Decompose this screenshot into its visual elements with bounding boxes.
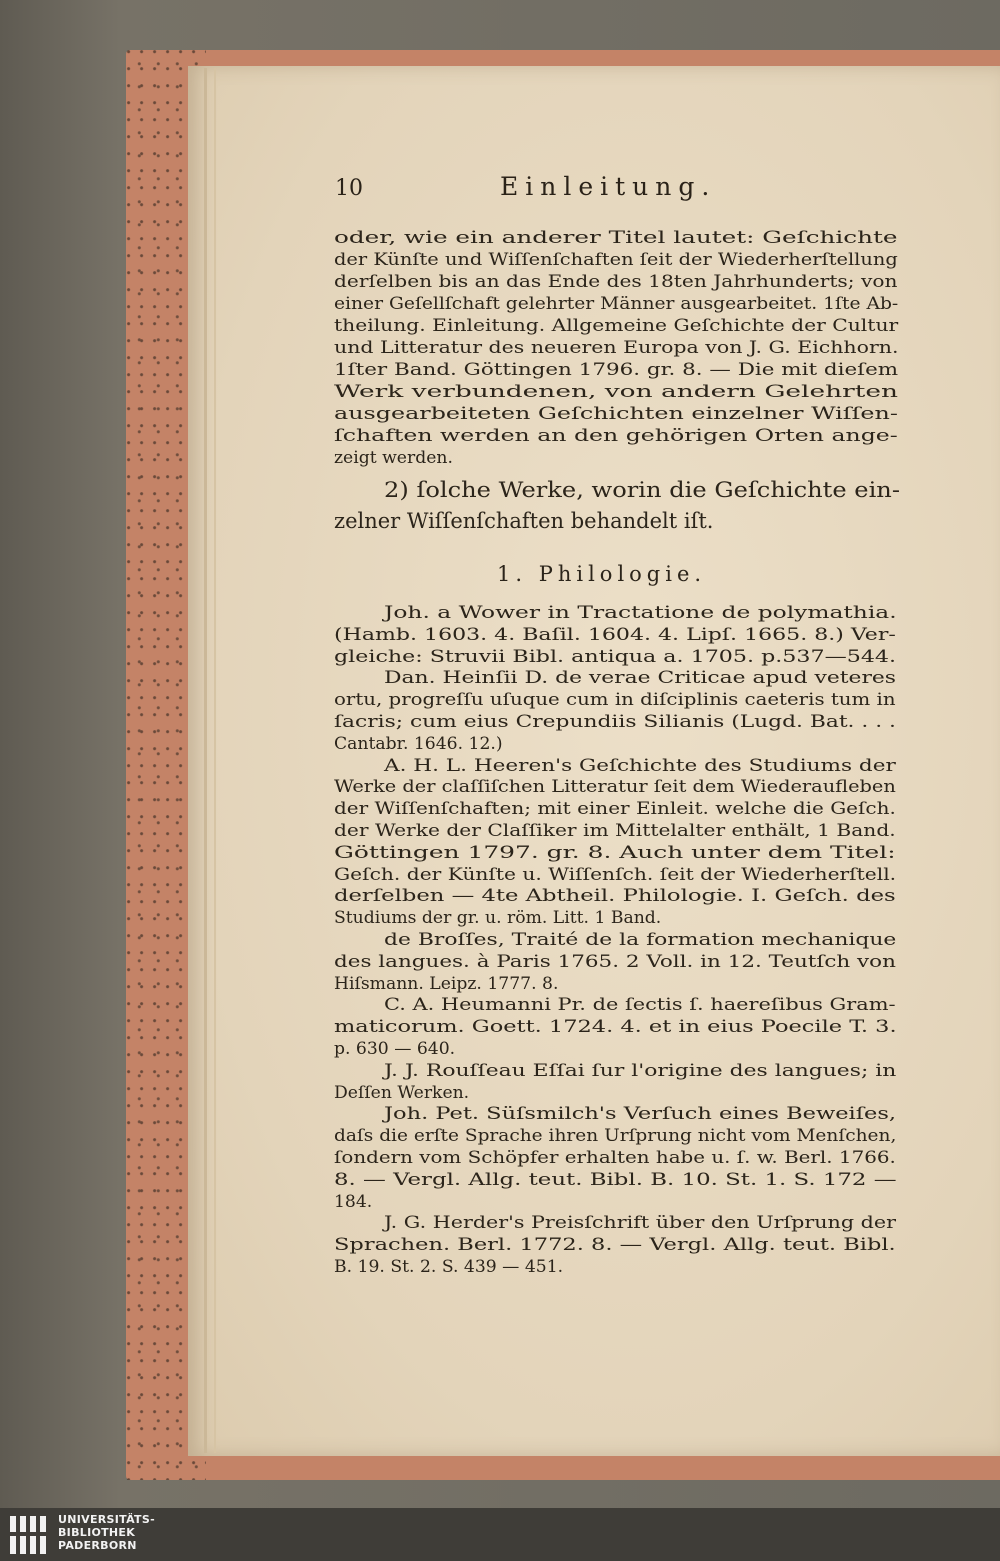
page-gutter-edge	[204, 68, 207, 1453]
paragraph-line: Werk verbundenen, von andern Gelehrten	[334, 382, 899, 402]
bibliography-line: J. G. Herder's Preisſchrift über den Urſprung der	[384, 1213, 896, 1234]
bibliography-line: derſelben — 4te Abtheil. Philologie. I. Geſch. des	[334, 886, 896, 907]
paragraph-line: 2) ſolche Werke, worin die Geſchichte ein-	[384, 478, 900, 502]
bibliography-line: des langues. à Paris 1765. 2 Voll. in 12. Teutſch von	[334, 951, 896, 972]
bibliography-line: B. 19. St. 2. S. 439 — 451.	[334, 1257, 564, 1277]
section-heading: 1. Philologie.	[497, 562, 707, 586]
bibliography-line: 184.	[334, 1191, 373, 1212]
paragraph-line: zelner Wiſſenſchaften behandelt iſt.	[334, 509, 714, 533]
paragraph-line: ſchaften werden an den gehörigen Orten ange-	[334, 426, 898, 446]
bibliography-line: Cantabr. 1646. 12.)	[334, 733, 503, 754]
bibliography-line: ſondern vom Schöpfer erhalten habe u. ſ. w. Berl. 1766.	[334, 1148, 896, 1168]
bibliography-line: de Broſſes, Traité de la formation mechanique	[384, 930, 897, 950]
bibliography-line: der Werke der Claſſiker im Mittelalter enthält, 1 Band.	[334, 821, 896, 841]
library-logo-icon	[6, 1512, 50, 1558]
bibliography-line: maticorum. Goett. 1724. 4. et in eius Poecile T. 3.	[334, 1017, 897, 1038]
bibliography-line: ortu, progreſſu uſuque cum in diſciplinis caeteris tum in	[334, 690, 896, 711]
paragraph-line: ausgearbeiteten Geſchichten einzelner Wiſſen-	[334, 404, 898, 424]
paragraph-line: 1ſter Band. Göttingen 1796. gr. 8. — Die mit dieſem	[334, 360, 899, 380]
bibliography-line: Sprachen. Berl. 1772. 8. — Vergl. Allg. teut. Bibl.	[334, 1235, 896, 1256]
bibliography-line: C. A. Heumanni Pr. de ſectis ſ. haereſibus Gram-	[384, 995, 896, 1016]
bibliography-line: Göttingen 1797. gr. 8. Auch unter dem Titel:	[334, 842, 896, 863]
paragraph-line: derſelben bis an das Ende des 18ten Jahrhunderts; von	[334, 272, 898, 292]
bibliography-line: Joh. Pet. Süſsmilch's Verſuch eines Beweiſes,	[384, 1104, 897, 1125]
bibliography-line: Deſſen Werken.	[334, 1082, 470, 1103]
page-number: 10	[335, 176, 363, 201]
running-title: Einleitung.	[500, 172, 717, 201]
bibliography-line: Joh. a Wower in Tractatione de polymathia.	[384, 603, 897, 623]
paragraph-line: zeigt werden.	[334, 448, 453, 468]
bibliography-line: p. 630 — 640.	[334, 1039, 456, 1059]
paragraph-line: einer Geſellſchaft gelehrter Männer ausgearbeitet. 1ſte Ab-	[334, 294, 899, 314]
bibliography-line: Studiums der gr. u. röm. Litt. 1 Band.	[334, 908, 662, 929]
bibliography-line: A. H. L. Heeren's Geſchichte des Studiums der	[384, 755, 896, 776]
bibliography-line: Hiſsmann. Leipz. 1777. 8.	[334, 973, 559, 994]
paragraph-line: und Litteratur des neueren Europa von J. G. Eichhorn.	[334, 338, 899, 358]
bibliography-line: Dan. Heinſii D. de verae Criticae apud veteres	[384, 668, 897, 689]
library-logo-text: UNIVERSITÄTS- BIBLIOTHEK PADERBORN	[58, 1513, 155, 1552]
bibliography-line: 8. — Vergl. Allg. teut. Bibl. B. 10. St. 1. S. 172 —	[334, 1169, 897, 1190]
page-gutter-edge-inner	[214, 68, 216, 1453]
paragraph-line: oder, wie ein anderer Titel lautet: Geſchichte	[334, 228, 898, 248]
bibliography-line: J. J. Rouſſeau Eſſai ſur l'origine des langues; in	[384, 1060, 897, 1081]
paragraph-line: der Künſte und Wiſſenſchaften ſeit der Wiederherſtellung	[334, 250, 898, 270]
bibliography-line: daſs die erſte Sprache ihren Urſprung nicht vom Menſchen,	[334, 1126, 897, 1147]
bibliography-line: gleiche: Struvii Bibl. antiqua a. 1705. p.537—544.	[334, 646, 897, 667]
bibliography-line: (Hamb. 1603. 4. Baſil. 1604. 4. Lipſ. 1665. 8.) Ver-	[334, 624, 896, 645]
bibliography-line: Werke der claſſiſchen Litteratur ſeit dem Wiederaufleben	[334, 777, 896, 798]
bibliography-line: Geſch. der Künſte u. Wiſſenſch. ſeit der Wiederherſtell.	[334, 864, 897, 885]
library-logo	[6, 1512, 216, 1558]
bibliography-line: der Wiſſenſchaften; mit einer Einleit. welche die Geſch.	[334, 799, 896, 820]
paragraph-line: theilung. Einleitung. Allgemeine Geſchichte der Cultur	[334, 316, 899, 336]
bibliography-line: ſacris; cum eius Crepundiis Silianis (Lugd. Bat. . . .	[334, 712, 896, 732]
